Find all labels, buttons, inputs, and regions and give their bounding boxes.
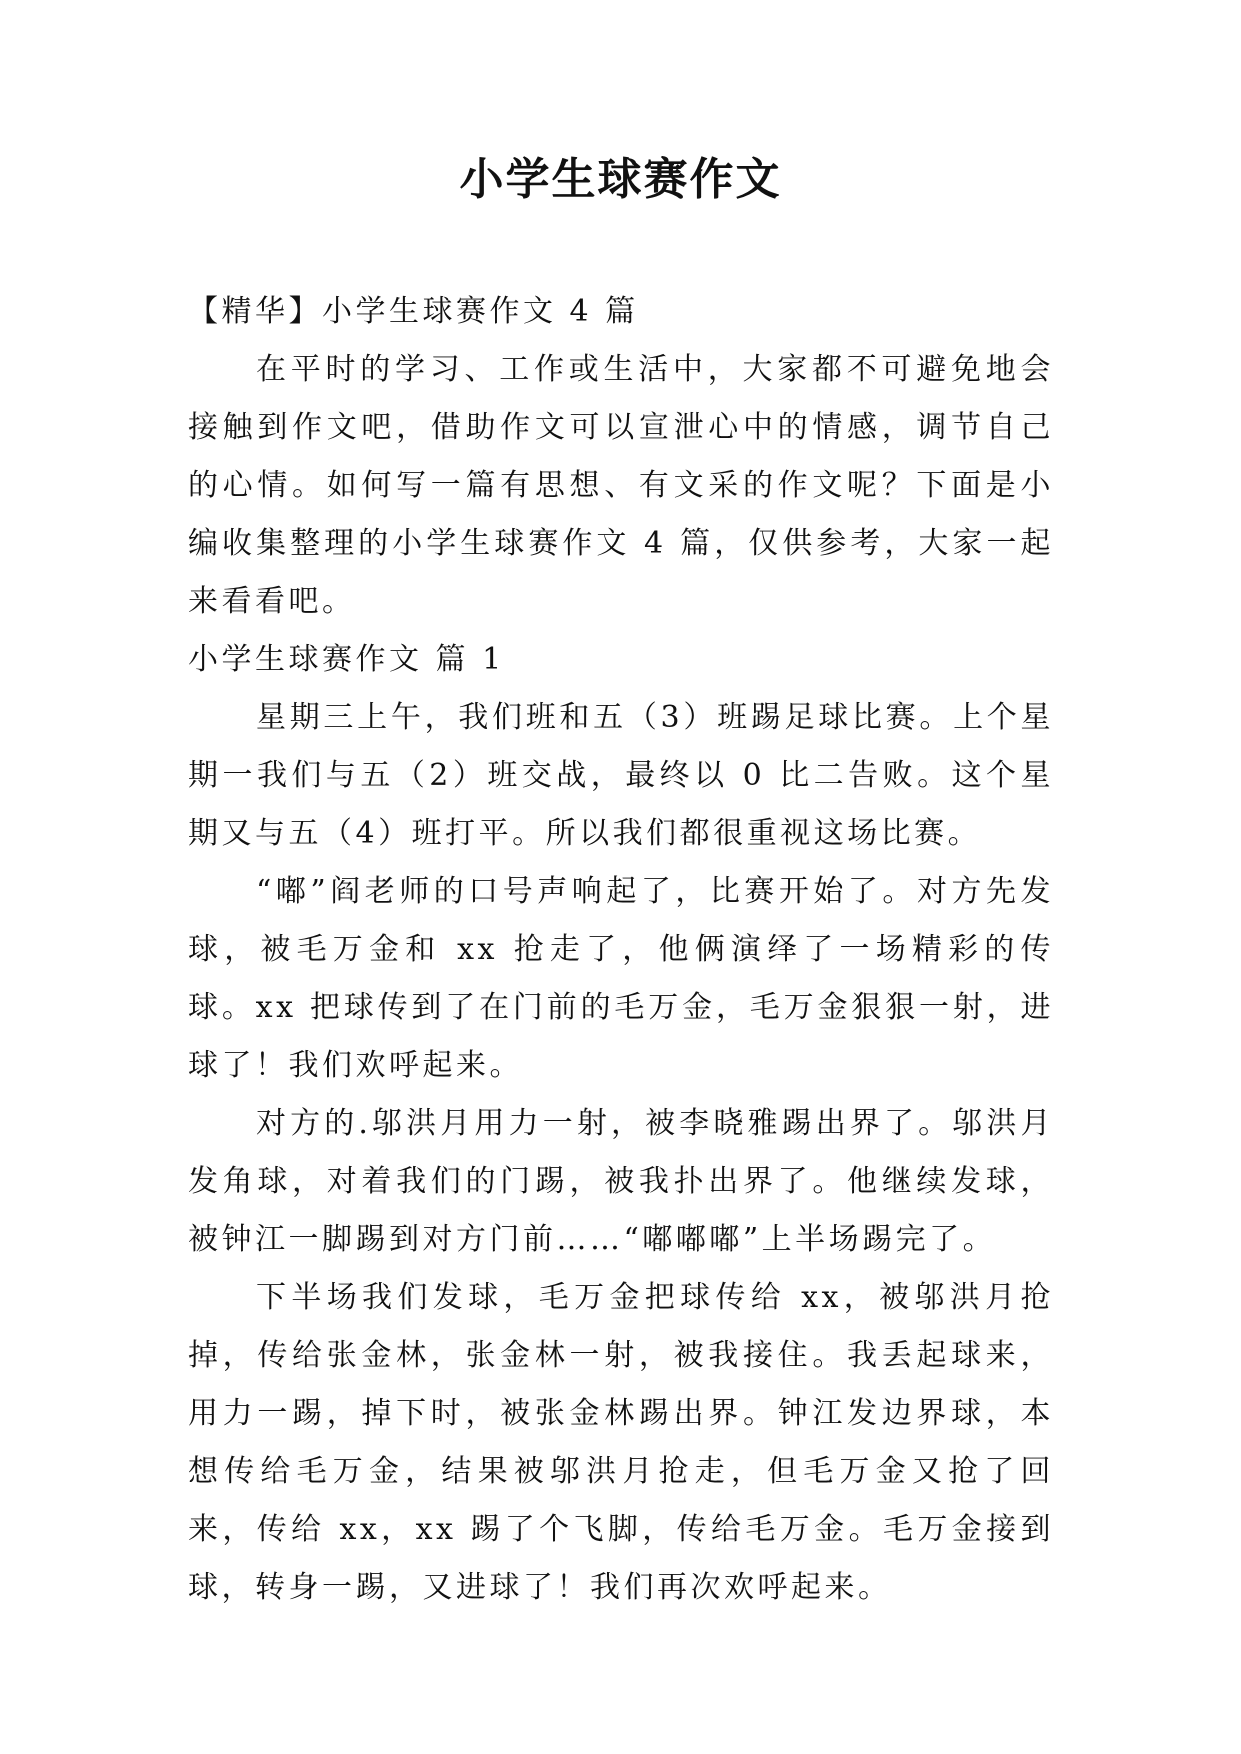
intro-paragraph: 在平时的学习、工作或生活中，大家都不可避免地会接触到作文吧，借助作文可以宣泄心中的情感，调节自己的心情。如何写一篇有思想、有文采的作文呢？下面是小编收集整理的小学生球赛作文 4 篇，仅供参考，大家一起来看看吧。 — [188, 352, 1054, 619]
body-paragraph: 星期三上午，我们班和五（3）班踢足球比赛。上个星期一我们与五（2）班交战，最终以 0 比二告败。这个星期又与五（4）班打平。所以我们都很重视这场比赛。 — [188, 700, 1054, 851]
body-paragraph: 下半场我们发球，毛万金把球传给 xx，被邬洪月抢掉，传给张金林，张金林一射，被我接住。我丢起球来，用力一踢，掉下时，被张金林踢出界。钟江发边界球，本想传给毛万金，结果被邬洪月抢走，但毛万金又抢了回来，传给 xx，xx 踢了个飞脚，传给毛万金。毛万金接到球，转身一踢，又进球了！我们再次欢呼起来。 — [188, 1280, 1054, 1605]
body-paragraph: “嘟”阎老师的口号声响起了，比赛开始了。对方先发球，被毛万金和 xx 抢走了，他俩演绎了一场精彩的传球。xx 把球传到了在门前的毛万金，毛万金狠狠一射，进球了！我们欢呼起来。 — [188, 874, 1054, 1083]
body-paragraph: 对方的.邬洪月用力一射，被李晓雅踢出界了。邬洪月发角球，对着我们的门踢，被我扑出界了。他继续发球，被钟江一脚踢到对方门前……“嘟嘟嘟”上半场踢完了。 — [188, 1106, 1054, 1257]
section-heading: 小学生球赛作文 篇 1 — [188, 642, 505, 677]
document-title: 小学生球赛作文 — [459, 154, 782, 205]
document-body — [188, 283, 1054, 1617]
document-subtitle: 【精华】小学生球赛作文 4 篇 — [188, 294, 639, 329]
